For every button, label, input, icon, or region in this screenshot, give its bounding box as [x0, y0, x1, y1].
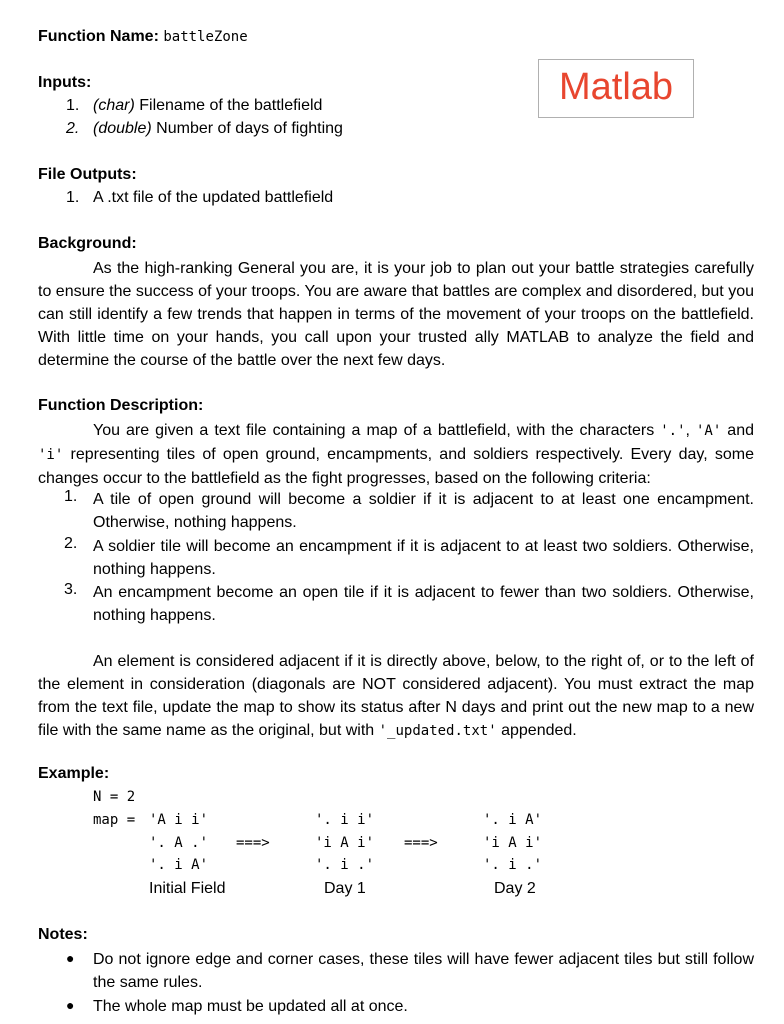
input-item: [66, 97, 79, 115]
note-item: The whole map must be updated all at once.: [93, 998, 408, 1015]
function-name-label: Function Name:: [38, 28, 159, 45]
file-outputs-heading: File Outputs:: [38, 166, 137, 183]
day2-row: 'i A i': [483, 835, 543, 851]
notes-heading: Notes:: [38, 926, 88, 943]
input-item-text: [93, 97, 322, 115]
day2-row: '. i A': [483, 812, 543, 828]
note-item: Do not ignore edge and corner cases, these tiles will have fewer adjacent tiles but still follow the same rules.: [93, 951, 754, 991]
intro-text: representing tiles of open ground, encampments, and soldiers respectively. Every day, some changes occur to the battlefield as the fight progresses, based on the following criteria:: [38, 446, 755, 487]
day1-row: '. i i': [315, 812, 375, 828]
rule-text: A soldier tile will become an encampment if it is adjacent to at least two soldiers. Otherwise, nothing happens.: [93, 538, 754, 578]
initial-field-row: '. A .': [149, 835, 209, 851]
bullet-icon: ●: [66, 950, 75, 966]
output-item-number: 1.: [66, 189, 80, 206]
input-item-desc: Filename of the battlefield: [139, 97, 323, 114]
background-paragraph: As the high-ranking General you are, it is your job to plan out your battle strategies carefully to ensure the success of your troops. You are aware that battles are complex and disordered, but you can still identify a few trends that happen in terms of the movement of your troops on the battlefield. With little time on your hands, you call upon your trusted ally MATLAB to analyze the field and determine the course of the battle over the next few days.: [38, 260, 754, 369]
char-open-ground: '.': [660, 423, 686, 439]
adjacency-paragraph: [38, 650, 754, 743]
intro-text: and: [727, 422, 754, 439]
rule-number: 1.: [64, 488, 78, 505]
example-n-line: N = 2: [93, 789, 136, 805]
function-description-heading: Function Description:: [38, 397, 204, 414]
caption-day1: Day 1: [324, 880, 366, 897]
background-heading: Background:: [38, 235, 137, 252]
adjacency-text: appended.: [501, 722, 577, 739]
adjacency-text: An element is considered adjacent if it is directly above, below, to the right of, or to the left of the element in consideration (diagonals are NOT considered adjacent). You must extract the map from the text file, update the map to show its status after N days and print out the new map to a new file with the same name as the original, but with: [38, 653, 754, 739]
caption-day2: Day 2: [494, 880, 536, 897]
input-item-number: 1.: [66, 97, 80, 114]
filename-suffix: '_updated.txt': [378, 723, 497, 739]
initial-field-row: 'A i i': [149, 812, 209, 828]
arrow-to-day2: ===>: [404, 835, 438, 851]
arrow-to-day1: ===>: [236, 835, 270, 851]
intro-text: You are given a text file containing a map of a battlefield, with the characters: [93, 422, 655, 439]
day1-row: 'i A i': [315, 835, 375, 851]
day1-row: '. i .': [315, 857, 375, 873]
caption-initial-field: Initial Field: [149, 880, 226, 897]
inputs-heading: Inputs:: [38, 74, 92, 91]
char-encampment: 'A': [695, 423, 722, 439]
function-name-line: [38, 28, 248, 46]
char-soldier: 'i': [38, 447, 64, 463]
input-item-desc: Number of days of fighting: [156, 120, 343, 137]
matlab-badge: [538, 59, 694, 118]
function-description-intro: You are given a text file containing a map of a battlefield, with the characters '.', 'A' and 'i' representing tiles of open ground, encampments, and soldiers respectively. Every day, some changes occur to the battlefield as the fight progresses, based on the following criteria:: [38, 422, 755, 487]
input-item-number: 2.: [66, 120, 80, 137]
input-item-text: [93, 120, 343, 138]
input-item-type: (char): [93, 97, 135, 114]
day2-row: '. i .': [483, 857, 543, 873]
bullet-icon: ●: [66, 997, 75, 1013]
initial-field-row: '. i A': [149, 857, 209, 873]
example-map-prefix: map =: [93, 812, 144, 828]
rule-number: 2.: [64, 535, 78, 552]
function-name-value: battleZone: [163, 29, 248, 45]
output-item-text: A .txt file of the updated battlefield: [93, 189, 334, 206]
matlab-badge-text: Matlab: [558, 66, 674, 108]
input-item-type: (double): [93, 120, 152, 137]
rule-text: A tile of open ground will become a soldier if it is adjacent to at least one encampment. Otherwise, nothing happens.: [93, 491, 754, 531]
example-heading: Example:: [38, 765, 110, 782]
rule-number: 3.: [64, 581, 78, 598]
rule-text: An encampment become an open tile if it is adjacent to fewer than two soldiers. Otherwise, nothing happens.: [93, 584, 754, 624]
